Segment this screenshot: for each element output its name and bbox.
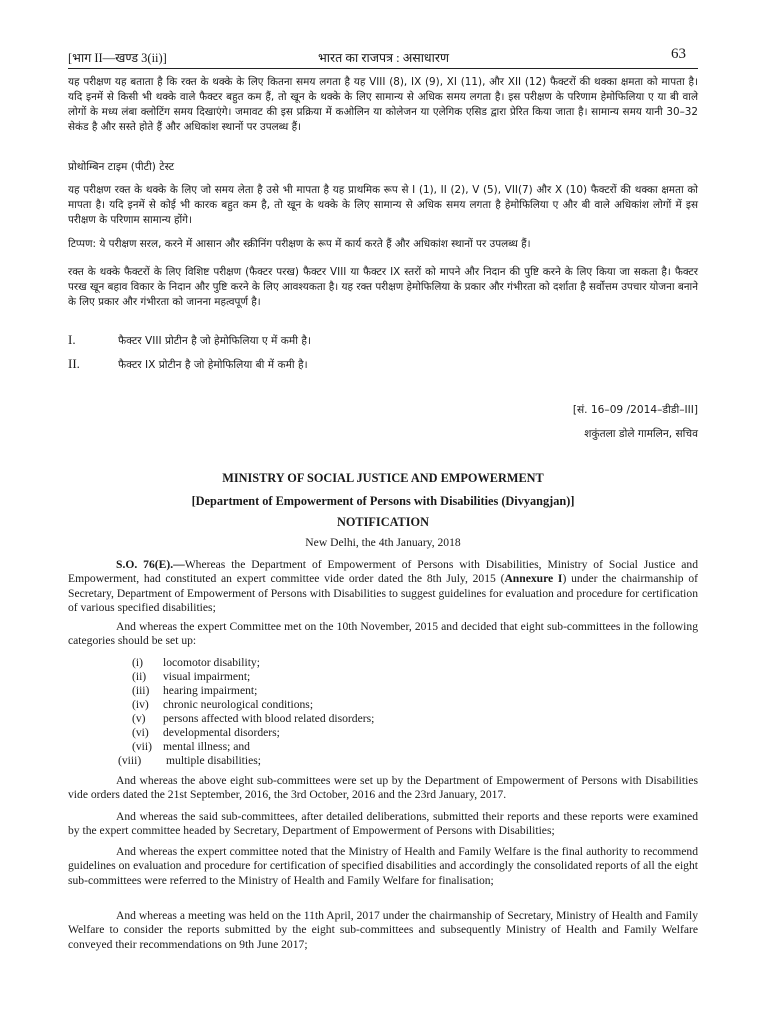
category-number: (vii): [132, 740, 152, 753]
signatory: शकुंतला डोले गामलिन, सचिव: [584, 428, 698, 440]
hindi-paragraph-pt: यह परीक्षण रक्त के थक्के के लिए जो समय लेता है उसे भी मापता है यह प्राथमिक रूप से I (1), II (2), V (5), VII(7) और X (10) फैक्टरों की थक्का क्षमता को मापता है। यदि इनमें से कोई भी कारक बहुत कम है, तो खून के थक्के के लिए सामान्य से अधिक समय लगता है हेमोफिलिया ए और बी वाले अधिकांश लोगों में इस परीक्षण के परिणाम सामान्य होंगे।: [68, 184, 698, 226]
paragraph-meeting-held: And whereas a meeting was held on the 11th April, 2017 under the chairmanship of Secretary, Ministry of Health and Family Welfare to consider the reports submitted by the eight sub-committees and subsequently Ministry of Health and Family Welfare conveyed their recommendations on 9th June 2017;: [68, 909, 698, 951]
hindi-list-number: II.: [68, 356, 80, 371]
header-part-section: [भाग II—खण्ड 3(ii)]: [68, 51, 167, 65]
category-number: (iii): [132, 684, 150, 697]
category-item: hearing impairment;: [163, 684, 258, 697]
paragraph-committee-met: And whereas the expert Committee met on the 10th November, 2015 and decided that eight sub-committees in the following categories should be set up:: [68, 620, 698, 648]
category-item: visual impairment;: [163, 670, 251, 683]
category-item: chronic neurological conditions;: [163, 698, 314, 711]
category-item: developmental disorders;: [163, 726, 280, 739]
order-number: S.O. 76(E).—: [116, 558, 185, 571]
hindi-list-item: फैक्टर VIII प्रोटीन है जो हेमोफिलिया ए में कमी है।: [118, 335, 311, 347]
category-item: locomotor disability;: [163, 656, 260, 669]
hindi-subheading-pt-test: प्रोथोम्बिन टाइम (पीटी) टेस्ट: [68, 161, 175, 173]
place-date: New Delhi, the 4th January, 2018: [305, 536, 461, 549]
annexure-ref: Annexure I: [504, 572, 563, 586]
ministry-heading: MINISTRY OF SOCIAL JUSTICE AND EMPOWERMENT: [222, 471, 544, 485]
hindi-paragraph-factor-assay: रक्त के थक्के फैक्टरों के लिए विशिष्ट परीक्षण (फैक्टर परख) फैक्टर VIII या फैक्टर IX स्तरों को मापने और निदान की पुष्टि करने के लिए किया जा सकता है। फैक्टर परख खून बहाव विकार के निदान और पुष्टि करने के लिए आवश्यकता है। यह रक्त परीक्षण हेमोफिलिया के प्रकार और गंभीरता को दर्शाता है सर्वोत्तम उपचार योजना बनाने के लिए प्रकार और गंभीरता को जानना महत्वपूर्ण है।: [68, 266, 698, 308]
category-number: (i): [132, 656, 143, 669]
category-number: (v): [132, 712, 146, 725]
header-gazette-title: भारत का राजपत्र : असाधारण: [318, 51, 450, 65]
paragraph-reports-submitted: And whereas the said sub-committees, after detailed deliberations, submitted their reports and these reports were examined by the expert committee headed by Secretary, Department of Empowerment of Persons with Disabilities;: [68, 810, 698, 838]
paragraph-mohfw-authority: And whereas the expert committee noted that the Ministry of Health and Family Welfare is the final authority to recommend guidelines on evaluation and procedure for certification of specified disabilities and accordingly the consolidated reports of all the eight sub-committees were referred to the Ministry of Health and Family Welfare for finalisation;: [68, 845, 698, 887]
category-number: (iv): [132, 698, 149, 711]
category-item: mental illness; and: [163, 740, 250, 753]
category-number: (vi): [132, 726, 149, 739]
category-number: (ii): [132, 670, 147, 683]
running-header: [68, 46, 698, 69]
hindi-list-item: फैक्टर IX प्रोटीन है जो हेमोफिलिया बी में कमी है।: [118, 359, 308, 371]
hindi-paragraph-aptt: यह परीक्षण यह बताता है कि रक्त के थक्के के लिए कितना समय लगता है यह VIII (8), IX (9), XI (11), और XII (12) फैक्टरों की थक्का क्षमता को मापता है। यदि इनमें से किसी भी थक्के वाले फैक्टर बहुत कम हैं, तो खून के थक्के के लिए सामान्य से अधिक समय लगता है। इस परीक्षण के परिणाम हेमोफिलिया ए या बी वाले लोगों के मध्य लंबा क्लोटिंग समय दिखाएंगे। जमावट की इस प्रक्रिया में कओलिन या कोलेजन या एलेगिक एसिड द्वारा प्रेरित किया जाता है। सामान्य समय यानी 30–32 सेकंड है और सस्ते होते हैं और अधिकांश स्थानों पर उपलब्ध हैं।: [68, 76, 698, 133]
hindi-note: टिप्पण: ये परीक्षण सरल, करने में आसान और स्क्रीनिंग परीक्षण के रूप में कार्य करते हैं और अधिकांश स्थानों पर उपलब्ध हैं।: [68, 238, 531, 250]
department-heading: [Department of Empowerment of Persons with Disabilities (Divyangjan)]: [191, 494, 575, 508]
paragraph-subcommittees-set-up: And whereas the above eight sub-committees were set up by the Department of Empowerment of Persons with Disabilities vide orders dated the 21st September, 2016, the 3rd October, 2016 and the 23rd January, 2017.: [68, 774, 698, 802]
hindi-list-number: I.: [68, 332, 76, 347]
file-number: [सं. 16–09 /2014–डीडी–III]: [572, 404, 698, 416]
paragraph-so76: S.O. 76(E).—Whereas the Department of Empowerment of Persons with Disabilities, Ministry of Social Justice and Empowerment, had constituted an expert committee vide order dated the 8th July, 2015 (Annexure I) under the chairmanship of Secretary, Department of Empowerment of Persons with Disabilities to suggest guidelines for evaluation and procedure for certification of various specified disabilities;: [68, 558, 699, 614]
category-number: (viii): [118, 754, 142, 767]
category-item: persons affected with blood related disorders;: [163, 712, 375, 725]
notification-title: NOTIFICATION: [336, 515, 429, 529]
category-item: multiple disabilities;: [166, 754, 261, 767]
page-number: 63: [671, 46, 686, 62]
